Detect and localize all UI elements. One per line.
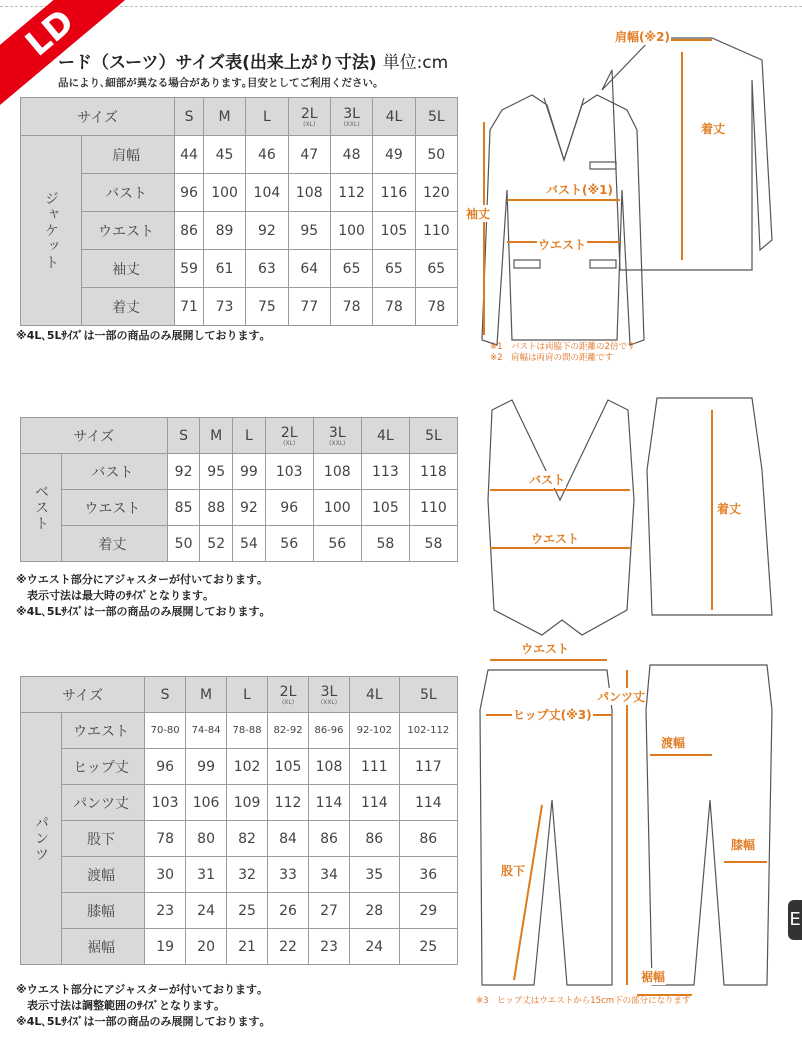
table-row bbox=[21, 526, 458, 562]
table-cell: 56 bbox=[265, 526, 313, 562]
table-cell: 47 bbox=[288, 136, 330, 174]
row-label: 肩幅 bbox=[82, 136, 175, 174]
size-header-cell: L bbox=[227, 677, 268, 713]
table-cell: 102 bbox=[227, 749, 268, 785]
size-header-cell: 2L (XL) bbox=[288, 98, 330, 136]
table-row bbox=[21, 454, 458, 490]
size-header-cell: M bbox=[186, 677, 227, 713]
table-cell: 61 bbox=[203, 250, 245, 288]
table-cell: 100 bbox=[203, 174, 245, 212]
size-header-label: サイズ bbox=[21, 418, 168, 454]
table-cell: 86 bbox=[309, 821, 350, 857]
table-row bbox=[21, 212, 458, 250]
jacket-back-drawing bbox=[602, 38, 772, 270]
table-row bbox=[21, 288, 458, 326]
table-cell: 108 bbox=[309, 749, 350, 785]
page-title bbox=[58, 48, 448, 73]
fig-note-2: ※2 肩幅は両肩の間の距離です bbox=[490, 353, 614, 363]
table-cell: 71 bbox=[175, 288, 204, 326]
fig-pants-note: ※3 ヒップ丈はウエストから15cm下の部分になります bbox=[476, 996, 691, 1006]
pants-group-label: パンツ bbox=[21, 713, 62, 965]
table-cell: 46 bbox=[246, 136, 288, 174]
table-cell: 92-102 bbox=[349, 713, 399, 749]
row-label: ウエスト bbox=[62, 713, 145, 749]
fig-pants-length: パンツ丈 bbox=[597, 690, 646, 704]
table-cell: 48 bbox=[330, 136, 372, 174]
fig-vest-length: 着丈 bbox=[717, 502, 742, 516]
table-cell: 86 bbox=[399, 821, 457, 857]
row-label: 袖丈 bbox=[82, 250, 175, 288]
table-cell: 85 bbox=[167, 490, 200, 526]
row-label: 渡幅 bbox=[62, 857, 145, 893]
size-header-cell: 4L bbox=[349, 677, 399, 713]
size-header-cell: 3L (XXL) bbox=[309, 677, 350, 713]
vest-note-line: ※ウエスト部分にアジャスターが付いております｡ bbox=[16, 573, 263, 586]
table-row bbox=[21, 929, 458, 965]
table-cell: 36 bbox=[399, 857, 457, 893]
size-header-cell: 5L bbox=[409, 418, 457, 454]
table-cell: 50 bbox=[167, 526, 200, 562]
size-header-cell: 2L (XL) bbox=[268, 677, 309, 713]
table-cell: 78 bbox=[373, 288, 415, 326]
fig-jacket-sleeve: 袖丈 bbox=[466, 207, 491, 221]
table-cell: 96 bbox=[175, 174, 204, 212]
table-cell: 100 bbox=[330, 212, 372, 250]
row-label: 股下 bbox=[62, 821, 145, 857]
table-cell: 73 bbox=[203, 288, 245, 326]
table-row bbox=[21, 136, 458, 174]
table-cell: 102-112 bbox=[399, 713, 457, 749]
table-cell: 23 bbox=[145, 893, 186, 929]
table-cell: 35 bbox=[349, 857, 399, 893]
vest-notes bbox=[16, 572, 265, 620]
fig-jacket-notes bbox=[490, 342, 635, 364]
table-cell: 100 bbox=[313, 490, 361, 526]
size-header-cell: 5L bbox=[399, 677, 457, 713]
table-cell: 65 bbox=[373, 250, 415, 288]
table-cell: 33 bbox=[268, 857, 309, 893]
fig-jacket-waist: ウエスト bbox=[538, 238, 587, 252]
table-cell: 95 bbox=[200, 454, 233, 490]
table-cell: 110 bbox=[415, 212, 457, 250]
table-row bbox=[21, 893, 458, 929]
table-cell: 109 bbox=[227, 785, 268, 821]
table-cell: 110 bbox=[409, 490, 457, 526]
vest-header-row bbox=[21, 418, 458, 454]
size-header-cell: 5L bbox=[415, 98, 457, 136]
vest-group-label: ベスト bbox=[21, 454, 62, 562]
size-header-cell: S bbox=[167, 418, 200, 454]
row-label: ウエスト bbox=[62, 490, 168, 526]
table-cell: 108 bbox=[288, 174, 330, 212]
table-cell: 86 bbox=[175, 212, 204, 250]
table-row bbox=[21, 785, 458, 821]
table-cell: 56 bbox=[313, 526, 361, 562]
table-cell: 77 bbox=[288, 288, 330, 326]
table-cell: 27 bbox=[309, 893, 350, 929]
side-scroll-tab[interactable]: E bbox=[788, 900, 802, 940]
jacket-size-table bbox=[20, 97, 458, 326]
pants-note-line: ※ウエスト部分にアジャスターが付いております｡ bbox=[16, 983, 263, 996]
fig-vest-bust: バスト bbox=[529, 473, 566, 487]
ribbon-text: LD bbox=[0, 0, 149, 121]
fig-pants-knee: 膝幅 bbox=[731, 838, 756, 852]
table-cell: 105 bbox=[373, 212, 415, 250]
table-cell: 74-84 bbox=[186, 713, 227, 749]
table-cell: 21 bbox=[227, 929, 268, 965]
table-cell: 106 bbox=[186, 785, 227, 821]
table-cell: 88 bbox=[200, 490, 233, 526]
table-cell: 26 bbox=[268, 893, 309, 929]
table-cell: 19 bbox=[145, 929, 186, 965]
table-cell: 24 bbox=[186, 893, 227, 929]
size-header-label: サイズ bbox=[21, 677, 145, 713]
size-header-cell: L bbox=[246, 98, 288, 136]
pants-header-row bbox=[21, 677, 458, 713]
size-header-cell: S bbox=[145, 677, 186, 713]
table-cell: 20 bbox=[186, 929, 227, 965]
table-cell: 49 bbox=[373, 136, 415, 174]
table-cell: 78 bbox=[415, 288, 457, 326]
table-cell: 30 bbox=[145, 857, 186, 893]
fig-pants-hem: 裾幅 bbox=[641, 970, 666, 984]
fig-jacket-length: 着丈 bbox=[701, 122, 726, 136]
fig-jacket-bust: バスト(※1) bbox=[546, 183, 613, 197]
table-cell: 84 bbox=[268, 821, 309, 857]
pants-notes bbox=[16, 982, 265, 1030]
fig-note-1: ※1 バストは両脇下の距離の2倍です bbox=[490, 342, 636, 352]
row-label: バスト bbox=[62, 454, 168, 490]
pants-note-line: 表示寸法は調整範囲のｻｲｽﾞとなります｡ bbox=[16, 999, 220, 1012]
table-cell: 52 bbox=[200, 526, 233, 562]
table-cell: 31 bbox=[186, 857, 227, 893]
table-cell: 86-96 bbox=[309, 713, 350, 749]
table-row bbox=[21, 250, 458, 288]
table-cell: 63 bbox=[246, 250, 288, 288]
vest-back-drawing bbox=[647, 398, 772, 615]
table-cell: 50 bbox=[415, 136, 457, 174]
table-cell: 64 bbox=[288, 250, 330, 288]
fig-vest-waist: ウエスト bbox=[531, 532, 580, 546]
table-cell: 111 bbox=[349, 749, 399, 785]
vest-size-table bbox=[20, 417, 458, 562]
table-row bbox=[21, 821, 458, 857]
jacket-header-row bbox=[21, 98, 458, 136]
measure-lines bbox=[484, 40, 767, 995]
table-cell: 59 bbox=[175, 250, 204, 288]
fig-jacket-shoulder: 肩幅(※2) bbox=[615, 30, 670, 44]
table-cell: 25 bbox=[399, 929, 457, 965]
size-header-cell: M bbox=[203, 98, 245, 136]
table-row bbox=[21, 749, 458, 785]
table-cell: 118 bbox=[409, 454, 457, 490]
table-cell: 116 bbox=[373, 174, 415, 212]
row-label: パンツ丈 bbox=[62, 785, 145, 821]
row-label: 膝幅 bbox=[62, 893, 145, 929]
table-cell: 114 bbox=[309, 785, 350, 821]
table-cell: 23 bbox=[309, 929, 350, 965]
table-cell: 112 bbox=[268, 785, 309, 821]
table-cell: 105 bbox=[268, 749, 309, 785]
table-cell: 25 bbox=[227, 893, 268, 929]
fig-pants-thigh: 渡幅 bbox=[661, 736, 686, 750]
size-header-cell: S bbox=[175, 98, 204, 136]
table-cell: 54 bbox=[233, 526, 266, 562]
table-cell: 120 bbox=[415, 174, 457, 212]
row-label: 裾幅 bbox=[62, 929, 145, 965]
table-cell: 103 bbox=[145, 785, 186, 821]
jacket-front-drawing bbox=[482, 95, 644, 345]
table-cell: 114 bbox=[349, 785, 399, 821]
table-cell: 86 bbox=[349, 821, 399, 857]
row-label: 着丈 bbox=[82, 288, 175, 326]
table-cell: 65 bbox=[415, 250, 457, 288]
table-cell: 99 bbox=[186, 749, 227, 785]
table-cell: 96 bbox=[145, 749, 186, 785]
table-row bbox=[21, 174, 458, 212]
vest-front-drawing bbox=[488, 400, 634, 635]
title-unit: 単位:cm bbox=[382, 53, 449, 73]
pants-size-table bbox=[20, 676, 458, 965]
table-row bbox=[21, 490, 458, 526]
table-cell: 45 bbox=[203, 136, 245, 174]
table-cell: 92 bbox=[167, 454, 200, 490]
table-cell: 99 bbox=[233, 454, 266, 490]
pants-back-drawing bbox=[646, 665, 772, 985]
row-label: ヒップ丈 bbox=[62, 749, 145, 785]
table-cell: 70-80 bbox=[145, 713, 186, 749]
title-main: ード（スーツ）サイズ表(出来上がり寸法) bbox=[58, 53, 377, 73]
table-cell: 58 bbox=[409, 526, 457, 562]
table-cell: 92 bbox=[233, 490, 266, 526]
table-cell: 58 bbox=[361, 526, 409, 562]
table-cell: 80 bbox=[186, 821, 227, 857]
table-cell: 22 bbox=[268, 929, 309, 965]
table-cell: 78 bbox=[145, 821, 186, 857]
table-cell: 78 bbox=[330, 288, 372, 326]
table-cell: 95 bbox=[288, 212, 330, 250]
jacket-note-line: ※4L､5Lｻｲｽﾞは一部の商品のみ展開しております｡ bbox=[16, 329, 266, 342]
size-header-cell: M bbox=[200, 418, 233, 454]
table-cell: 24 bbox=[349, 929, 399, 965]
size-header-cell: 3L (XXL) bbox=[313, 418, 361, 454]
page-subtitle: 品により､細部が異なる場合があります｡目安としてご利用ください｡ bbox=[58, 77, 379, 89]
table-cell: 112 bbox=[330, 174, 372, 212]
table-cell: 32 bbox=[227, 857, 268, 893]
row-label: 着丈 bbox=[62, 526, 168, 562]
pants-note-line: ※4L､5Lｻｲｽﾞは一部の商品のみ展開しております｡ bbox=[16, 1015, 266, 1028]
table-cell: 92 bbox=[246, 212, 288, 250]
table-cell: 65 bbox=[330, 250, 372, 288]
fig-pants-inseam: 股下 bbox=[501, 864, 526, 878]
table-cell: 34 bbox=[309, 857, 350, 893]
vest-note-line: ※4L､5Lｻｲｽﾞは一部の商品のみ展開しております｡ bbox=[16, 605, 266, 618]
table-cell: 89 bbox=[203, 212, 245, 250]
table-cell: 82 bbox=[227, 821, 268, 857]
table-cell: 96 bbox=[265, 490, 313, 526]
table-cell: 44 bbox=[175, 136, 204, 174]
table-cell: 103 bbox=[265, 454, 313, 490]
table-cell: 78-88 bbox=[227, 713, 268, 749]
table-cell: 28 bbox=[349, 893, 399, 929]
table-cell: 104 bbox=[246, 174, 288, 212]
size-header-cell: 2L (XL) bbox=[265, 418, 313, 454]
table-row bbox=[21, 857, 458, 893]
table-cell: 108 bbox=[313, 454, 361, 490]
table-cell: 117 bbox=[399, 749, 457, 785]
size-header-cell: 4L bbox=[361, 418, 409, 454]
fig-pants-hip: ヒップ丈(※3) bbox=[513, 708, 592, 722]
row-label: ウエスト bbox=[82, 212, 175, 250]
size-header-cell: 3L (XXL) bbox=[330, 98, 372, 136]
row-label: バスト bbox=[82, 174, 175, 212]
jacket-notes bbox=[16, 328, 265, 344]
size-header-label: サイズ bbox=[21, 98, 175, 136]
fig-pants-waist: ウエスト bbox=[521, 642, 570, 656]
size-header-cell: L bbox=[233, 418, 266, 454]
table-cell: 82-92 bbox=[268, 713, 309, 749]
size-header-cell: 4L bbox=[373, 98, 415, 136]
vest-note-line: 表示寸法は最大時のｻｲｽﾞとなります｡ bbox=[16, 589, 209, 602]
table-row bbox=[21, 713, 458, 749]
table-cell: 75 bbox=[246, 288, 288, 326]
jacket-group-label: ジャケット bbox=[21, 136, 82, 326]
table-cell: 113 bbox=[361, 454, 409, 490]
table-cell: 114 bbox=[399, 785, 457, 821]
table-cell: 29 bbox=[399, 893, 457, 929]
table-cell: 105 bbox=[361, 490, 409, 526]
